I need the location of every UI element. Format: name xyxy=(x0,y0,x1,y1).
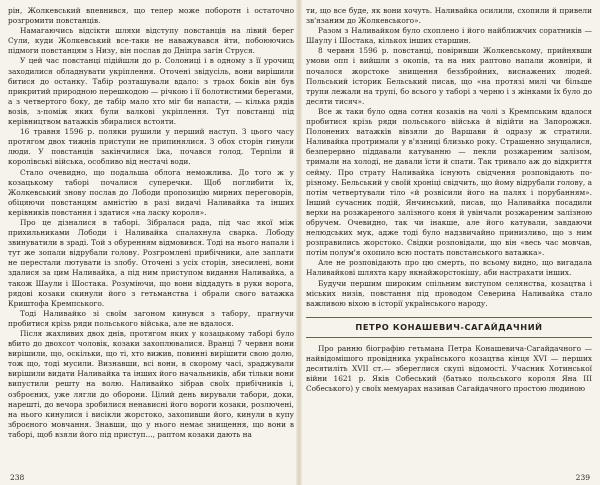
left-paragraph-4: 16 травня 1596 р. поляки рушили у перший наступ. З цього часу протягом двох тижнів приступи не припинялися. З обох сторін гинули люди. У повстанців закінчилися їжа, почався голод. Терпіли й королівські війська, особливо від нестачі води. xyxy=(8,127,294,167)
left-paragraph-6: Про це дізналися в таборі. Зібралася рада, під час якої між прихильниками Лободи і Наливайка спалахнула сварка. Лободу звинуватили в зраді. Той з обуренням відмовився. Тоді на нього напали і тут же зопали відрубали голову. Розгромлені прибічники, але заплати не перестали лютувати із злобу. Оточені з усіх сторін, знесилені, вони здалися за цим Наливайка, а під ним приступом видання Наливайка, а також Шаули і Шостака. Розуміючи, що вони віддадуть в руки ворога, рядові козаки скинули його з гетьманства і обрали свого ватажка Криштофа Кремпського. xyxy=(8,217,294,308)
left-page xyxy=(8,6,294,476)
section-heading: ПЕТРО КОНАШЕВИЧ-САГАЙДАЧНИЙ xyxy=(355,321,543,332)
book-gutter xyxy=(296,0,302,485)
right-paragraph-7: Про ранню біографію гетьмана Петра Конашевича-Сагайдачного — найвідомішого провідника українського козацтва кінця XVI — перших десятиліть XVII ст.— збереглися скупі відомості. Учасник Хотинської війни 1621 р. Яків Собеський (батько польського короля Яна III Собеського) у своїх мемуарах називав Сагайдачного простою людиною xyxy=(306,343,592,394)
left-paragraph-7: Тоді Наливайко зі своїм загоном кинувся з табору, прагнучи пробитися крізь ряди польського війська, але не вдалося. xyxy=(8,308,294,328)
right-paragraph-1: ти, що все буде, як вони хочуть. Наливайка осилили, схопили й привели зв'язаним до Жолкевського». xyxy=(306,6,592,26)
page-number-left: 238 xyxy=(10,473,25,482)
right-paragraph-4: Все ж таки було одна сотня козаків на чолі з Кремпським вдалося пробитися крізь ряди польського війська й відійти на Запорожжя. Полонених ватажків вівзяли до Варшави й одразу ж стратили. Наливайка протримали у в'язниці близько року. Страшенно знущалися, безперервно піддавали катуванню — пекли розжареним залізом, тримали на холоді, не давали їсти й спати. Так тривало аж до відкриття сейму. Про страту Наливайка існують свідчення розповідають по-різному. Бельський у своїй хроніці свідчить, що йому відрубали голову, а потім четвертували тіло «й розвісили його на палях і порубанням». Інший сучасник подій, Янчинський, писав, що Наливайка посадили верхи на розжареного залізного коня й увінчали розжареним залізною обручем. Очевидно, так чи інакше, але його катували, завдаючи нелюдських мук, адже тоді було надзвичайно принизливо, що з ним розправились жорстоко. Свідки розповідали, що він «весь час мовчав, потім полум'я охопило всю постать повстанського ватажка». xyxy=(306,106,592,258)
left-paragraph-1: рін, Жолкевський впевнився, що тепер може поборотн і остаточно розгромити повстанців. xyxy=(8,6,294,26)
page-number-right: 239 xyxy=(575,473,590,482)
section-heading-box xyxy=(306,317,592,338)
heading-rule-bottom xyxy=(306,337,592,338)
right-paragraph-2: Разом з Наливайком було схоплено і його найближчих соратників — Шаулу і Шостака, кількох інших старшин. xyxy=(306,26,592,46)
left-paragraph-2: Намагаючись відсікти шляхи відступу повстанців на лівий берег Сули, куди Жолкевський все-таки не наважувався йти, побоюючись підмоги повстанцям з Низу, він послав до Дніпра загін Струся. xyxy=(8,26,294,56)
right-paragraph-5: Але не розповідають про цю смерть, по всьому видно, що вигадала Наливайкові шляхта кару якнайжорстокішу, аби настрахати інших. xyxy=(306,258,592,278)
left-paragraph-8: Після жахливих двох днів, протягом яких у козацькому таборі було вбито до двохсот чоловік, козаки захоплювалися. Вранці 7 червня вони вирішили, що, оскільки, що ті, хто вижив, повинні вирішити свою долю, тож що, тоді мусили. Визнавши, всі вони, в скорому часі, зраджували вирішили видати Наливайка та інших його начальників, аби тільки вони випустили решту на волю. Наливайко зібрав своїх прибічників і, озброєних, уже лягли до оборони. Цілий день вирували табори, доки, нарешті, до вечора зробилися ненависні його вороги козаки, розлючені, на нього кинулися і висікли жорстоко, захопивши його, кинули в купу зброєного мовчання. Знавши, що у нього немає знищення, що вони в таборі, щоб взяли його під приступ..., раптом козаки дають на xyxy=(8,329,294,439)
left-paragraph-3: У цей час повстанці підійшли до р. Солониці і в одному з її урочищ заходилися обладнувати укріплення. Оточені звідусіль, вони вирішили битися до останку. Табір розташували вдало: з трьох боків він був прикритий природною перешкодою — річкою і її болотистими берегами, а з четвертого боку, де табір мало хто міг би напасти, — кілька рядів возів, з-поміж яких були валкові укріплення. Тут повстанці під керівництвом ватажків збиралися встояти. xyxy=(8,56,294,127)
right-paragraph-3: 8 червня 1596 р. повстанці, повіривши Жолкевському, прийнявши умови опп і вийшли з окопів, та на них раптово напали жовніри, й почалося жорстоке знищення беззбройних, виснажених людей. Польський історик Бельський писав, що «на протязі милі чи більше трупи лежали на трупі, бо всього у таборі з черню і з жінками їх було до десяти тисяч». xyxy=(306,46,592,106)
heading-rule-top xyxy=(306,317,592,318)
right-paragraph-6: Будучи першим широким спільним виступом селянства, козацтва і міських низів, повстання під проводом Северина Наливайка стало важливою віхою в історії українського народу. xyxy=(306,278,592,308)
left-paragraph-5: Стало очевидно, що подальша облога неможлива. До того ж у козацькому таборі почалися суперечки. Щоб поглибити їх, Жолкевський знову послав до Лободи пропозицію мирних переговорів, обіцяючи повстанцям амністію в разі видачі Наливайка та інших керівників повстання і здатися «на ласку короля». xyxy=(8,167,294,217)
right-page xyxy=(306,6,592,476)
